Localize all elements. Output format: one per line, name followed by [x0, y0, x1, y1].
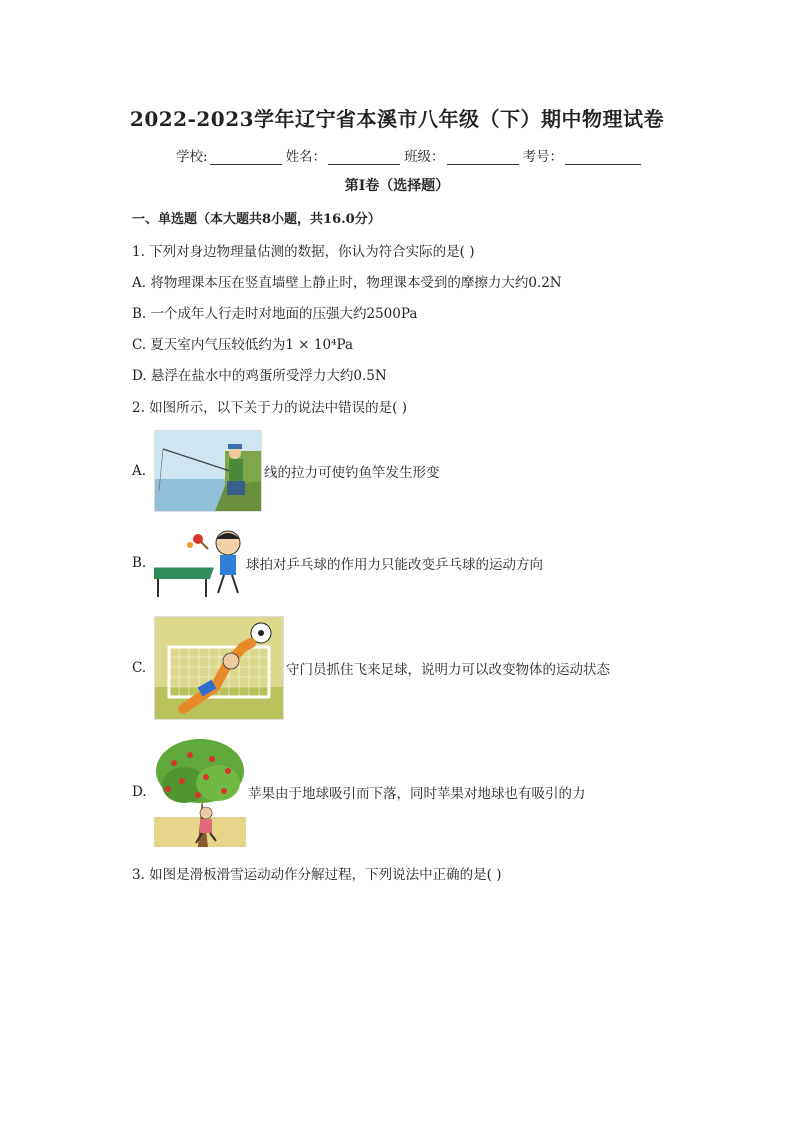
question-1-option-a[interactable]: A. 将物理课本压在竖直墙壁上静止时，物理课本受到的摩擦力大约0.2N [132, 275, 562, 291]
option-letter: A. [132, 463, 147, 479]
question-2-stem: 2. 如图所示，以下关于力的说法中错误的是( ) [132, 400, 407, 416]
question-2-option-d[interactable] [132, 737, 586, 847]
question-2-option-a[interactable] [132, 430, 440, 512]
section-title: 一、单选题（本大题共8小题，共16.0分） [132, 212, 381, 227]
ping-pong-picture [154, 527, 244, 599]
question-1-option-d[interactable]: D. 悬浮在盐水中的鸡蛋所受浮力大约0.5N [132, 368, 387, 384]
school-label: 学校: [176, 149, 208, 165]
option-letter: D. [132, 784, 147, 800]
exam-number-label: 考号： [522, 149, 564, 165]
name-blank[interactable] [328, 150, 400, 165]
option-letter: C. [132, 660, 147, 676]
student-info-row [176, 145, 645, 165]
question-3-stem: 3. 如图是滑板滑雪运动动作分解过程，下列说法中正确的是( ) [132, 867, 502, 883]
class-blank[interactable] [447, 150, 519, 165]
part-title: 第Ⅰ卷（选择题） [344, 178, 450, 194]
apple-tree-picture [154, 737, 246, 847]
class-label: 班级： [404, 149, 445, 165]
question-1-option-b[interactable]: B. 一个成年人行走时对地面的压强大约2500Pa [132, 306, 418, 322]
option-text: 守门员抓住飞来足球，说明力可以改变物体的运动状态 [286, 662, 610, 678]
exam-number-blank[interactable] [565, 150, 641, 165]
name-label: 姓名： [285, 149, 327, 165]
school-blank[interactable] [210, 150, 282, 165]
goalkeeper-picture [154, 616, 284, 720]
option-text: 线的拉力可使钓鱼竿发生形变 [264, 465, 440, 481]
fisherman-picture [154, 430, 262, 512]
question-1-option-c[interactable]: C. 夏天室内气压较低约为1 × 10⁴Pa [132, 337, 354, 353]
question-1-stem: 1. 下列对身边物理量估测的数据，你认为符合实际的是( ) [132, 244, 475, 260]
question-2-option-c[interactable] [132, 616, 610, 720]
option-text: 苹果由于地球吸引而下落，同时苹果对地球也有吸引的力 [248, 786, 586, 802]
question-2-option-b[interactable] [132, 527, 543, 599]
exam-title: 2022-2023学年辽宁省本溪市八年级（下）期中物理试卷 [129, 107, 665, 131]
option-text: 球拍对乒乓球的作用力只能改变乒乓球的运动方向 [246, 557, 543, 573]
option-letter: B. [132, 555, 147, 571]
